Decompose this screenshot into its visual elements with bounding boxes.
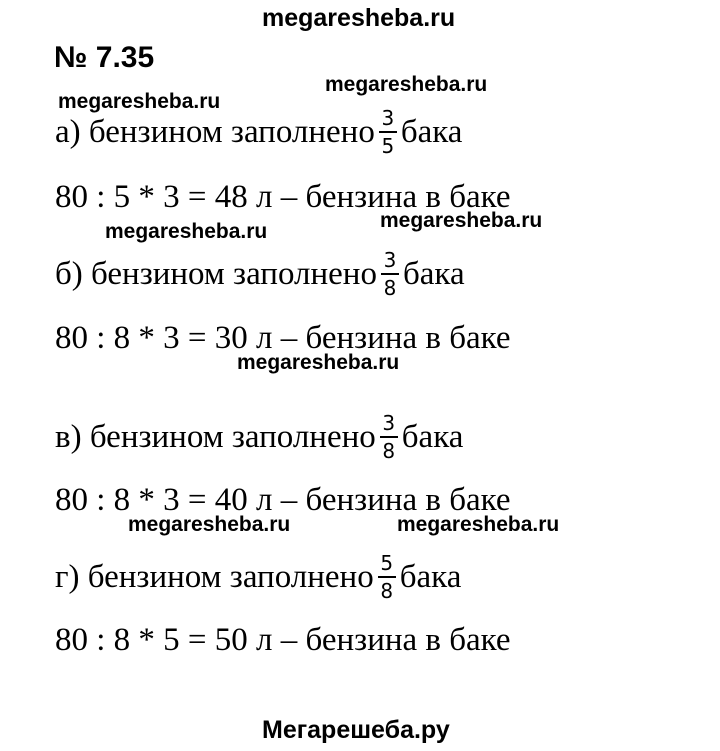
- watermark-top: megaresheba.ru: [262, 4, 456, 32]
- fraction-numerator: 5: [380, 551, 394, 575]
- item-b-calculation: 80 : 8 * 3 = 30 л – бензина в баке: [55, 320, 511, 356]
- item-a-calculation: 80 : 5 * 3 = 48 л – бензина в баке: [55, 179, 511, 215]
- item-b-prefix: б) бензином заполнено: [55, 255, 377, 292]
- item-d-prefix: г) бензином заполнено: [55, 558, 374, 595]
- item-d-statement: [55, 553, 461, 601]
- fraction: [378, 553, 396, 601]
- fraction: [380, 413, 398, 461]
- item-a-prefix: а) бензином заполнено: [55, 113, 375, 150]
- fraction-denominator: 8: [380, 579, 394, 603]
- item-d-calculation: 80 : 8 * 5 = 50 л – бензина в баке: [55, 622, 511, 658]
- item-b-statement: [55, 250, 465, 298]
- watermark: megaresheba.ru: [237, 351, 400, 374]
- fraction-numerator: 3: [382, 411, 396, 435]
- item-c-suffix: бака: [401, 418, 464, 455]
- watermark: megaresheba.ru: [58, 90, 221, 113]
- fraction: [379, 108, 397, 156]
- fraction-denominator: 8: [382, 439, 396, 463]
- item-c-statement: [55, 413, 463, 461]
- item-d-suffix: бака: [399, 558, 462, 595]
- watermark: megaresheba.ru: [105, 220, 268, 243]
- fraction-numerator: 3: [383, 248, 397, 272]
- fraction-denominator: 8: [383, 276, 397, 300]
- item-b-suffix: бака: [402, 255, 465, 292]
- watermark: megaresheba.ru: [397, 513, 560, 536]
- watermark: megaresheba.ru: [380, 209, 543, 232]
- item-c-calculation: 80 : 8 * 3 = 40 л – бензина в баке: [55, 482, 511, 518]
- watermark: megaresheba.ru: [128, 513, 291, 536]
- fraction: [381, 250, 399, 298]
- item-a-suffix: бака: [400, 113, 463, 150]
- item-a-statement: [55, 108, 462, 156]
- item-c-prefix: в) бензином заполнено: [55, 418, 376, 455]
- problem-number: № 7.35: [54, 41, 155, 74]
- watermark: megaresheba.ru: [325, 73, 488, 96]
- watermark-bottom: Мегарешеба.ру: [262, 716, 450, 744]
- fraction-denominator: 5: [381, 134, 395, 158]
- fraction-numerator: 3: [381, 106, 395, 130]
